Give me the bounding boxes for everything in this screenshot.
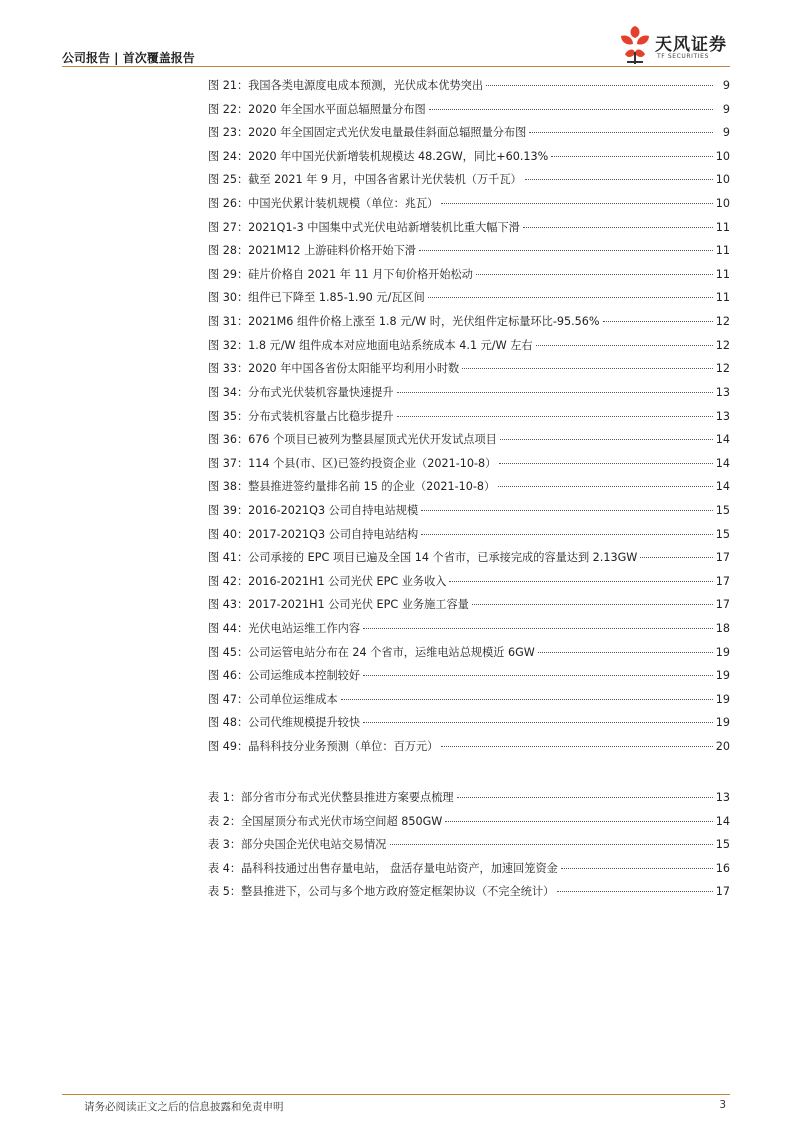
- entry-page: 11: [715, 267, 730, 281]
- footer-divider: [62, 1094, 730, 1095]
- entry-label: 表 3：部分央国企光伏电站交易情况: [208, 838, 387, 852]
- table-list: [208, 786, 730, 904]
- dot-leader: [441, 746, 712, 747]
- entry-label: 图 49：晶科科技分业务预测（单位：百万元）: [208, 740, 439, 754]
- figure-entry[interactable]: [208, 334, 730, 358]
- entry-page: 15: [715, 838, 730, 852]
- dot-leader: [390, 844, 713, 845]
- figure-entry[interactable]: [208, 570, 730, 594]
- dot-leader: [486, 85, 713, 86]
- entry-page: 13: [715, 409, 730, 423]
- dot-leader: [421, 510, 713, 511]
- dot-leader: [557, 891, 712, 892]
- figure-entry[interactable]: [208, 735, 730, 759]
- dot-leader: [421, 534, 713, 535]
- dot-leader: [499, 463, 712, 464]
- table-entry[interactable]: [208, 786, 730, 810]
- entry-label: 图 36：676 个项目已被列为整县屋顶式光伏开发试点项目: [208, 433, 497, 447]
- figure-entry[interactable]: [208, 405, 730, 429]
- dot-leader: [429, 109, 713, 110]
- entry-label: 图 47：公司单位运维成本: [208, 692, 338, 706]
- figure-entry[interactable]: [208, 121, 730, 145]
- dot-leader: [603, 321, 713, 322]
- company-logo: [617, 22, 735, 66]
- logo-english-name: TF SECURITIES: [657, 53, 709, 60]
- entry-label: 图 28：2021M12 上游硅料价格开始下滑: [208, 244, 416, 258]
- entry-page: 19: [715, 716, 730, 730]
- entry-label: 图 37：114 个县(市、区)已签约投资企业（2021-10-8）: [208, 456, 497, 470]
- entry-page: 12: [715, 315, 730, 329]
- entry-page: 9: [722, 79, 730, 92]
- dot-leader: [536, 345, 713, 346]
- figure-entry[interactable]: [208, 239, 730, 263]
- entry-label: 图 38：整县推进签约量排名前 15 的企业（2021-10-8）: [208, 480, 496, 494]
- entry-page: 17: [715, 551, 730, 565]
- entry-label: 图 27：2021Q1-3 中国集中式光伏电站新增装机比重大幅下滑: [208, 220, 520, 234]
- entry-page: 17: [715, 598, 730, 612]
- dot-leader: [341, 699, 713, 700]
- entry-label: 图 46：公司运维成本控制较好: [208, 669, 361, 683]
- dot-leader: [445, 821, 712, 822]
- entry-label: 图 22：2020 年全国水平面总辐照量分布图: [208, 102, 426, 116]
- header-divider: [62, 66, 730, 67]
- entry-label: 图 41：公司承接的 EPC 项目已遍及全国 14 个省市，已承接完成的容量达到 2.13GW: [208, 551, 638, 565]
- entry-label: 图 24：2020 年中国光伏新增装机规模达 48.2GW，同比+60.13%: [208, 149, 549, 163]
- figure-entry[interactable]: [208, 310, 730, 334]
- dot-leader: [363, 722, 713, 723]
- entry-label: 图 26：中国光伏累计装机规模（单位：兆瓦）: [208, 197, 439, 211]
- entry-label: 图 48：公司代维规模提升较快: [208, 716, 361, 730]
- dot-leader: [500, 439, 713, 440]
- footer-page-number: 3: [719, 1099, 726, 1111]
- entry-label: 图 25：截至 2021 年 9 月，中国各省累计光伏装机（万千瓦）: [208, 173, 522, 187]
- figure-entry[interactable]: [208, 593, 730, 617]
- entry-page: 16: [715, 861, 730, 875]
- dot-leader: [472, 604, 713, 605]
- entry-page: 14: [715, 456, 730, 470]
- entry-page: 14: [715, 814, 730, 828]
- entry-label: 表 4：晶科科技通过出售存量电站， 盘活存量电站资产，加速回笼资金: [208, 861, 558, 875]
- dot-leader: [397, 416, 713, 417]
- dot-leader: [462, 368, 713, 369]
- entry-label: 图 32：1.8 元/W 组件成本对应地面电站系统成本 4.1 元/W 左右: [208, 338, 533, 352]
- entry-label: 图 43：2017-2021H1 公司光伏 EPC 业务施工容量: [208, 598, 469, 612]
- dot-leader: [498, 486, 713, 487]
- entry-label: 图 34：分布式光伏装机容量快速提升: [208, 385, 394, 399]
- figure-entry[interactable]: [208, 523, 730, 547]
- entry-page: 12: [715, 362, 730, 376]
- dot-leader: [457, 797, 713, 798]
- entry-label: 表 2：全国屋顶分布式光伏市场空间超 850GW: [208, 814, 443, 828]
- dot-leader: [476, 274, 713, 275]
- entry-page: 13: [715, 385, 730, 399]
- entry-label: 表 1：部分省市分布式光伏整县推进方案要点梳理: [208, 791, 454, 804]
- table-entry[interactable]: [208, 810, 730, 834]
- logo-chinese-name: 天风证券: [655, 35, 727, 55]
- dot-leader: [529, 132, 713, 133]
- entry-label: 图 45：公司运管电站分布在 24 个省市，运维电站总规模近 6GW: [208, 645, 535, 659]
- figure-entry[interactable]: [208, 641, 730, 665]
- entry-label: 图 21：我国各类电源度电成本预测，光伏成本优势突出: [208, 79, 484, 92]
- figure-entry[interactable]: [208, 688, 730, 712]
- dot-leader: [428, 297, 713, 298]
- dot-leader: [419, 250, 713, 251]
- entry-label: 图 29：硅片价格自 2021 年 11 月下旬价格开始松动: [208, 267, 473, 281]
- dot-leader: [551, 156, 713, 157]
- entry-page: 14: [715, 433, 730, 447]
- entry-label: 图 40：2017-2021Q3 公司自持电站结构: [208, 527, 419, 541]
- entry-page: 10: [715, 149, 730, 163]
- entry-page: 14: [715, 480, 730, 494]
- entry-page: 11: [715, 220, 730, 234]
- dot-leader: [640, 557, 712, 558]
- entry-page: 10: [715, 173, 730, 187]
- entry-label: 图 31：2021M6 组件价格上涨至 1.8 元/W 时，光伏组件定标量环比-95.56%: [208, 315, 600, 329]
- dot-leader: [363, 675, 713, 676]
- figure-entry[interactable]: [208, 381, 730, 405]
- entry-page: 19: [715, 669, 730, 683]
- entry-page: 9: [722, 126, 730, 140]
- figure-entry[interactable]: [208, 286, 730, 310]
- entry-page: 11: [715, 244, 730, 258]
- figure-entry[interactable]: [208, 617, 730, 641]
- figure-entry[interactable]: [208, 192, 730, 216]
- figure-entry[interactable]: [208, 452, 730, 476]
- entry-label: 表 5：整县推进下，公司与多个地方政府签定框架协议（不完全统计）: [208, 885, 555, 899]
- entry-label: 图 33：2020 年中国各省份太阳能平均利用小时数: [208, 362, 460, 376]
- figure-list: [208, 74, 730, 759]
- figure-entry[interactable]: [208, 428, 730, 452]
- entry-page: 18: [715, 622, 730, 636]
- dot-leader: [363, 628, 713, 629]
- table-entry[interactable]: [208, 833, 730, 857]
- entry-label: 图 44：光伏电站运维工作内容: [208, 622, 361, 636]
- figure-entry[interactable]: [208, 711, 730, 735]
- dot-leader: [561, 868, 713, 869]
- entry-page: 20: [715, 740, 730, 754]
- entry-label: 图 42：2016-2021H1 公司光伏 EPC 业务收入: [208, 574, 447, 588]
- entry-page: 12: [715, 338, 730, 352]
- footer-disclaimer: 请务必阅读正文之后的信息披露和免责申明: [84, 1101, 284, 1113]
- entry-label: 图 30：组件已下降至 1.85-1.90 元/瓦区间: [208, 291, 425, 305]
- figure-entry[interactable]: [208, 499, 730, 523]
- report-type-label: 公司报告 | 首次覆盖报告: [62, 51, 195, 65]
- figure-entry[interactable]: [208, 475, 730, 499]
- entry-page: 19: [715, 645, 730, 659]
- figure-entry[interactable]: [208, 168, 730, 192]
- entry-page: 15: [715, 503, 730, 517]
- dot-leader: [397, 392, 713, 393]
- figure-entry[interactable]: [208, 98, 730, 122]
- entry-page: 17: [715, 574, 730, 588]
- dot-leader: [441, 203, 712, 204]
- table-entry[interactable]: [208, 880, 730, 904]
- figure-entry[interactable]: [208, 145, 730, 169]
- entry-label: 图 39：2016-2021Q3 公司自持电站规模: [208, 503, 419, 517]
- figure-entry[interactable]: [208, 74, 730, 98]
- entry-label: 图 23：2020 年全国固定式光伏发电量最佳斜面总辐照量分布图: [208, 126, 527, 140]
- figure-entry[interactable]: [208, 357, 730, 381]
- entry-page: 9: [722, 102, 730, 116]
- dot-leader: [449, 581, 712, 582]
- figure-entry[interactable]: [208, 263, 730, 287]
- tf-logo-icon: [617, 22, 653, 66]
- table-entry[interactable]: [208, 857, 730, 881]
- figure-entry[interactable]: [208, 216, 730, 240]
- entry-page: 11: [715, 291, 730, 305]
- entry-page: 17: [715, 885, 730, 899]
- dot-leader: [538, 652, 713, 653]
- entry-page: 19: [715, 692, 730, 706]
- figure-entry[interactable]: [208, 546, 730, 570]
- entry-page: 15: [715, 527, 730, 541]
- entry-label: 图 35：分布式装机容量占比稳步提升: [208, 409, 394, 423]
- dot-leader: [523, 227, 713, 228]
- entry-page: 10: [715, 197, 730, 211]
- figure-entry[interactable]: [208, 664, 730, 688]
- entry-page: 13: [715, 791, 730, 804]
- dot-leader: [525, 179, 713, 180]
